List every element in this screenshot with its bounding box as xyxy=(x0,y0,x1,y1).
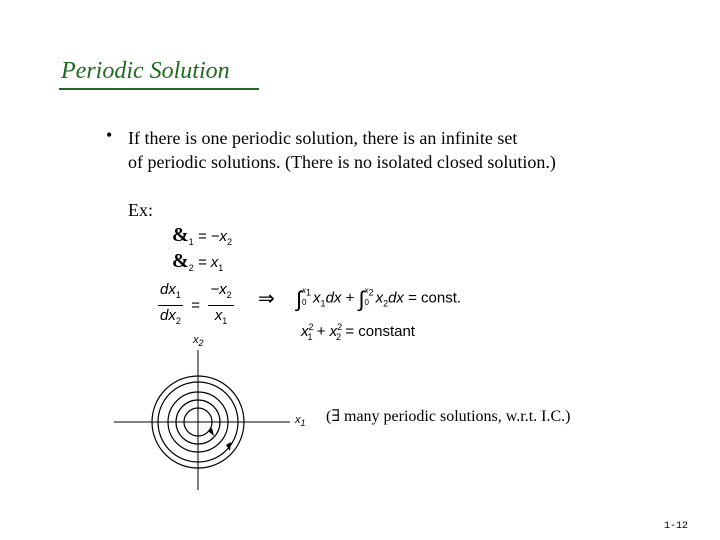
axis-label-x1: $x_1$ xyxy=(295,414,306,429)
page-number: 1-12 xyxy=(664,521,689,532)
bullet-line-1: If there is one periodic solution, there is an infinite set xyxy=(128,128,518,148)
fraction-right: $\frac{-x_2}{x_1}$ xyxy=(210,281,232,326)
orbit-arrow-inner xyxy=(208,428,214,436)
title-underline xyxy=(59,88,259,90)
phase-portrait xyxy=(100,330,320,500)
bullet-text xyxy=(128,126,556,174)
bullet-marker: • xyxy=(106,125,113,145)
note-text: (∃ many periodic solutions, w.r.t. I.C.) xyxy=(326,408,571,425)
equation-2-rhs: = $x_1$ xyxy=(197,254,224,273)
slide-title: Periodic Solution xyxy=(61,58,230,84)
equation-2: $\&_2 = x_1$ xyxy=(172,250,224,273)
integral-rhs: = const. xyxy=(408,289,462,307)
equation-1-rhs: = $-x_2$ xyxy=(197,228,233,247)
derivative-symbol: & xyxy=(172,250,189,272)
energy-equation: $x^2_1 + x^2_2$ = constant xyxy=(301,322,415,342)
fraction-left: $\frac{dx_1}{dx_2}$ xyxy=(160,281,181,326)
bullet-line-2: of periodic solutions. (There is no isolated closed solution.) xyxy=(128,152,556,172)
equation-1: $\&_1 = -x_2$ xyxy=(172,224,233,247)
example-label: Ex: xyxy=(128,200,153,220)
implies-arrow: ⇒ xyxy=(258,288,275,310)
energy-rhs: = constant xyxy=(345,323,415,340)
derivative-symbol: & xyxy=(172,224,189,246)
ratio-equation: $\frac{dx_1}{dx_2}$ = $\frac{-x_2}{x_1}$ xyxy=(158,280,234,331)
integral-equation: $\int x_1$ 0 $x_1dx + \int x_2$ 0 $x_2dx$ = const. xyxy=(296,286,462,312)
axis-label-x2: $x_2$ xyxy=(193,334,204,349)
